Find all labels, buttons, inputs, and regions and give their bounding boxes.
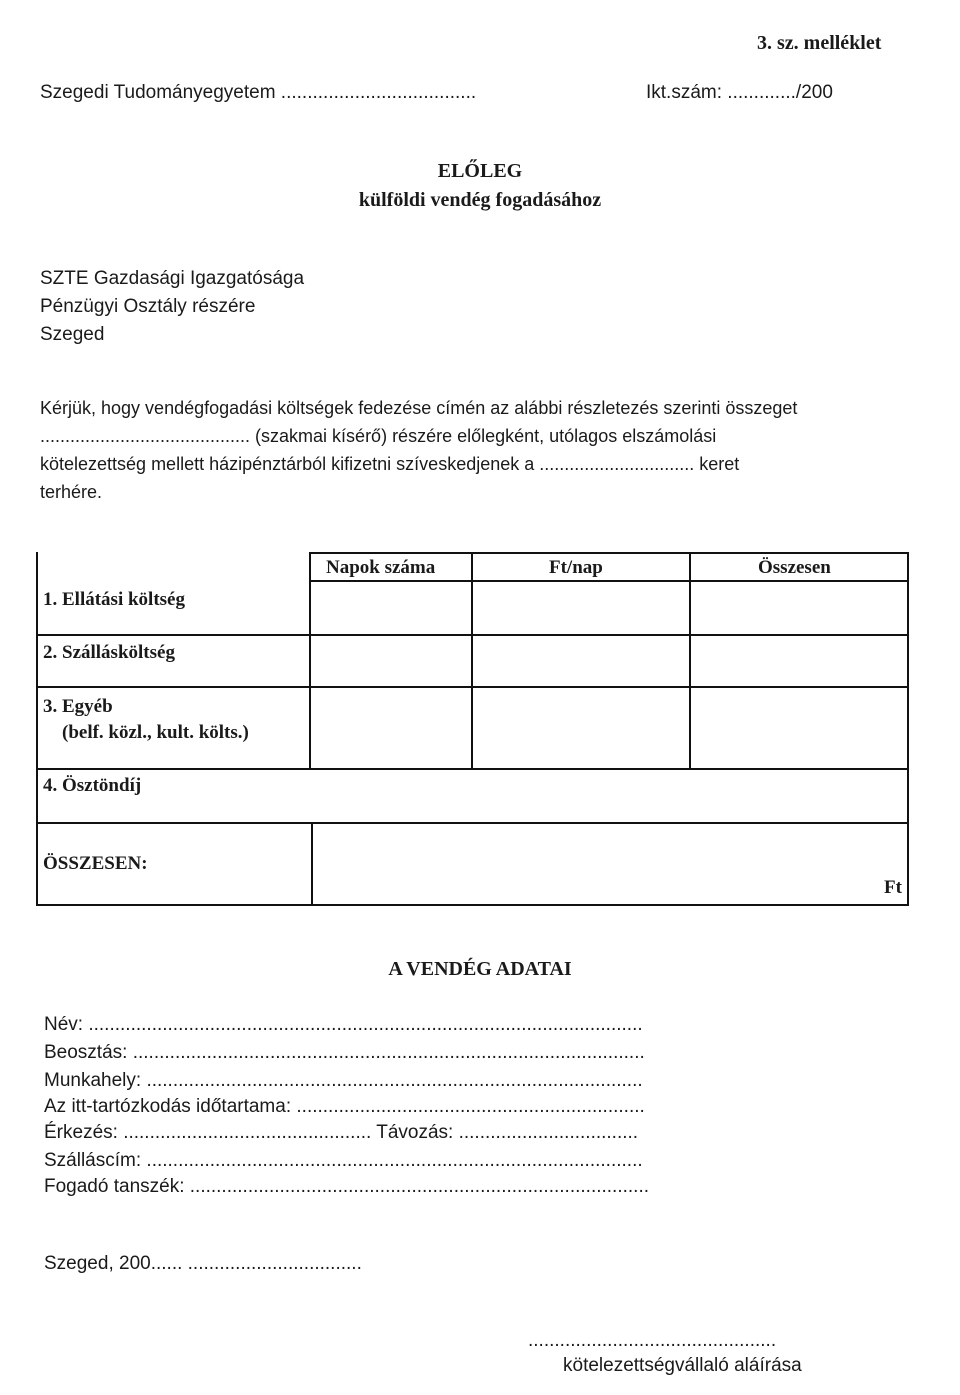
- column-divider: [689, 552, 691, 770]
- university-field: Szegedi Tudományegyetem .....................................: [40, 82, 477, 103]
- total-divider: [311, 822, 313, 906]
- row-border: [36, 686, 909, 688]
- column-divider: [471, 552, 473, 770]
- table-top-border: [309, 552, 909, 554]
- recipient-line-2: Pénzügyi Osztály részére: [40, 296, 256, 317]
- header-per-day: Ft/nap: [549, 557, 603, 578]
- row-label-accommodation: 2. Szállásköltség: [43, 642, 175, 663]
- recipient-line-3: Szeged: [40, 324, 105, 345]
- guest-data-heading: A VENDÉG ADATAI: [388, 958, 572, 980]
- place-date-field: Szeged, 200...... .................................: [44, 1253, 362, 1274]
- guest-arrival-departure-field: Érkezés: ............................................... Távozás: ..................................: [44, 1122, 639, 1143]
- request-line-2: .......................................... (szakmai kísérő) részére előlegként, utólagos elszámolási: [40, 426, 717, 446]
- guest-duration-field: Az itt-tartózkodás időtartama: ..................................................................: [44, 1096, 645, 1117]
- guest-workplace-field: Munkahely: ..............................................................................................: [44, 1070, 643, 1091]
- document-title: ELŐLEG: [437, 160, 523, 182]
- total-currency: Ft: [884, 877, 902, 898]
- row-label-other-detail: (belf. közl., kult. költs.): [62, 722, 249, 743]
- total-label: ÖSSZESEN:: [43, 853, 148, 874]
- row-border: [36, 822, 909, 824]
- header-row-border: [309, 580, 909, 582]
- request-line-1: Kérjük, hogy vendégfogadási költségek fedezése címén az alábbi részletezés szerinti összeget: [40, 398, 798, 418]
- row-label-other: 3. Egyéb: [43, 696, 113, 717]
- column-divider: [309, 552, 311, 770]
- header-total: Összesen: [758, 557, 831, 578]
- signature-line: ...............................................: [528, 1330, 777, 1351]
- row-label-scholarship: 4. Ösztöndíj: [43, 775, 142, 796]
- request-line-3: kötelezettség mellett házipénztárból kifizetni szíveskedjenek a ............................... keret: [40, 454, 740, 474]
- document-subtitle: külföldi vendég fogadásához: [358, 189, 602, 211]
- row-border: [36, 634, 909, 636]
- row-border: [36, 768, 909, 770]
- annex-label: 3. sz. melléklet: [757, 32, 882, 54]
- recipient-line-1: SZTE Gazdasági Igazgatósága: [40, 268, 305, 289]
- signature-label: kötelezettségvállaló aláírása: [563, 1355, 802, 1376]
- request-line-4: terhére.: [40, 482, 103, 502]
- guest-name-field: Név: .........................................................................................................: [44, 1014, 643, 1035]
- guest-position-field: Beosztás: .................................................................................................: [44, 1042, 645, 1063]
- guest-address-field: Szálláscím: ..............................................................................................: [44, 1150, 643, 1171]
- guest-department-field: Fogadó tanszék: .......................................................................................: [44, 1176, 650, 1197]
- reference-number-field: Ikt.szám: ............./200: [646, 82, 833, 103]
- row-label-catering: 1. Ellátási költség: [43, 589, 185, 610]
- header-days: Napok száma: [326, 557, 436, 578]
